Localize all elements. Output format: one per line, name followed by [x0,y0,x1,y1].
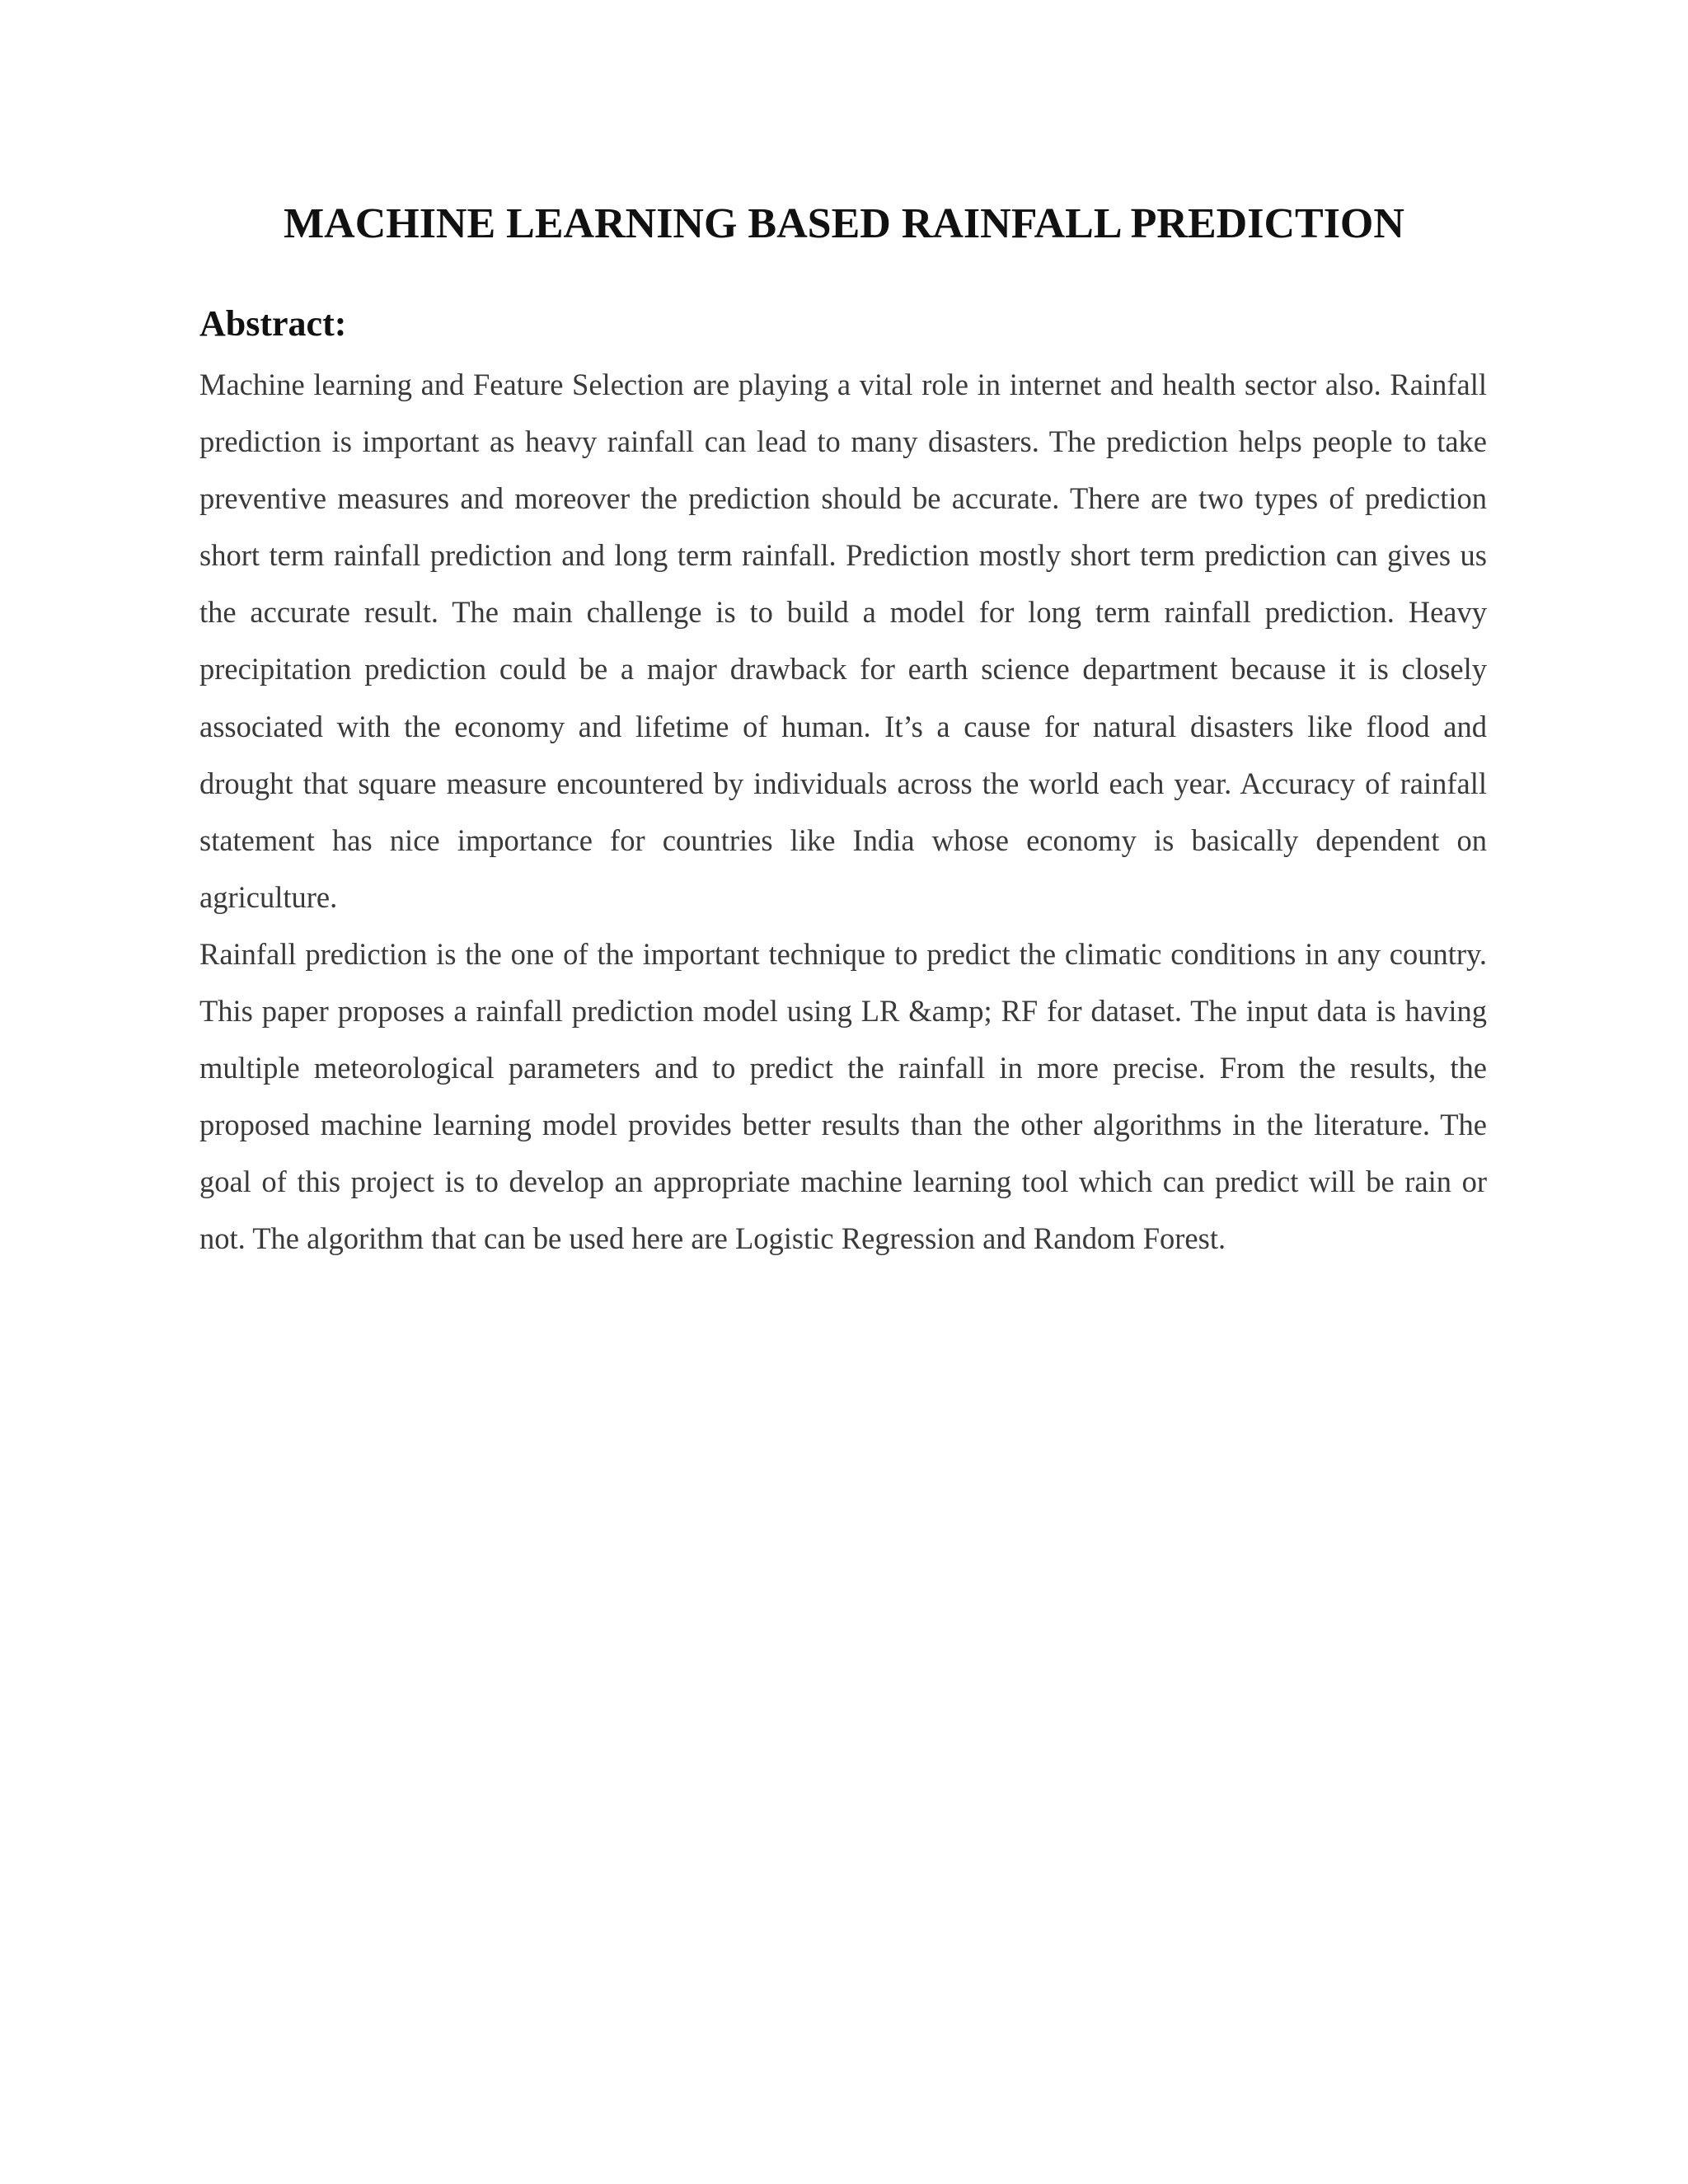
document-title: MACHINE LEARNING BASED RAINFALL PREDICTION [284,200,1404,247]
abstract-paragraph-2: Rainfall prediction is the one of the important technique to predict the climatic conditions in any country. This paper proposes a rainfall prediction model using LR &amp; RF for dataset. The input data is having multiple meteorological parameters and to predict the rainfall in more precise. From the results, the proposed machine learning model provides better results than the other algorithms in the literature. The goal of this project is to develop an appropriate machine learning tool which can predict will be rain or not. The algorithm that can be used here are Logistic Regression and Random Forest. [199,937,1487,1256]
abstract-paragraph-1: Machine learning and Feature Selection are playing a vital role in internet and health sector also. Rainfall prediction is important as heavy rainfall can lead to many disasters. The prediction helps people to take preventive measures and moreover the prediction should be accurate. There are two types of prediction short term rainfall prediction and long term rainfall. Prediction mostly short term prediction can gives us the accurate result. The main challenge is to build a model for long term rainfall prediction. Heavy precipitation prediction could be a major drawback for earth science department because it is closely associated with the economy and lifetime of human. It’s a cause for natural disasters like flood and drought that square measure encountered by individuals across the world each year. Accuracy of rainfall statement has nice importance for countries like India whose economy is basically dependent on agriculture. [199,368,1487,914]
abstract-heading: Abstract: [199,303,347,344]
